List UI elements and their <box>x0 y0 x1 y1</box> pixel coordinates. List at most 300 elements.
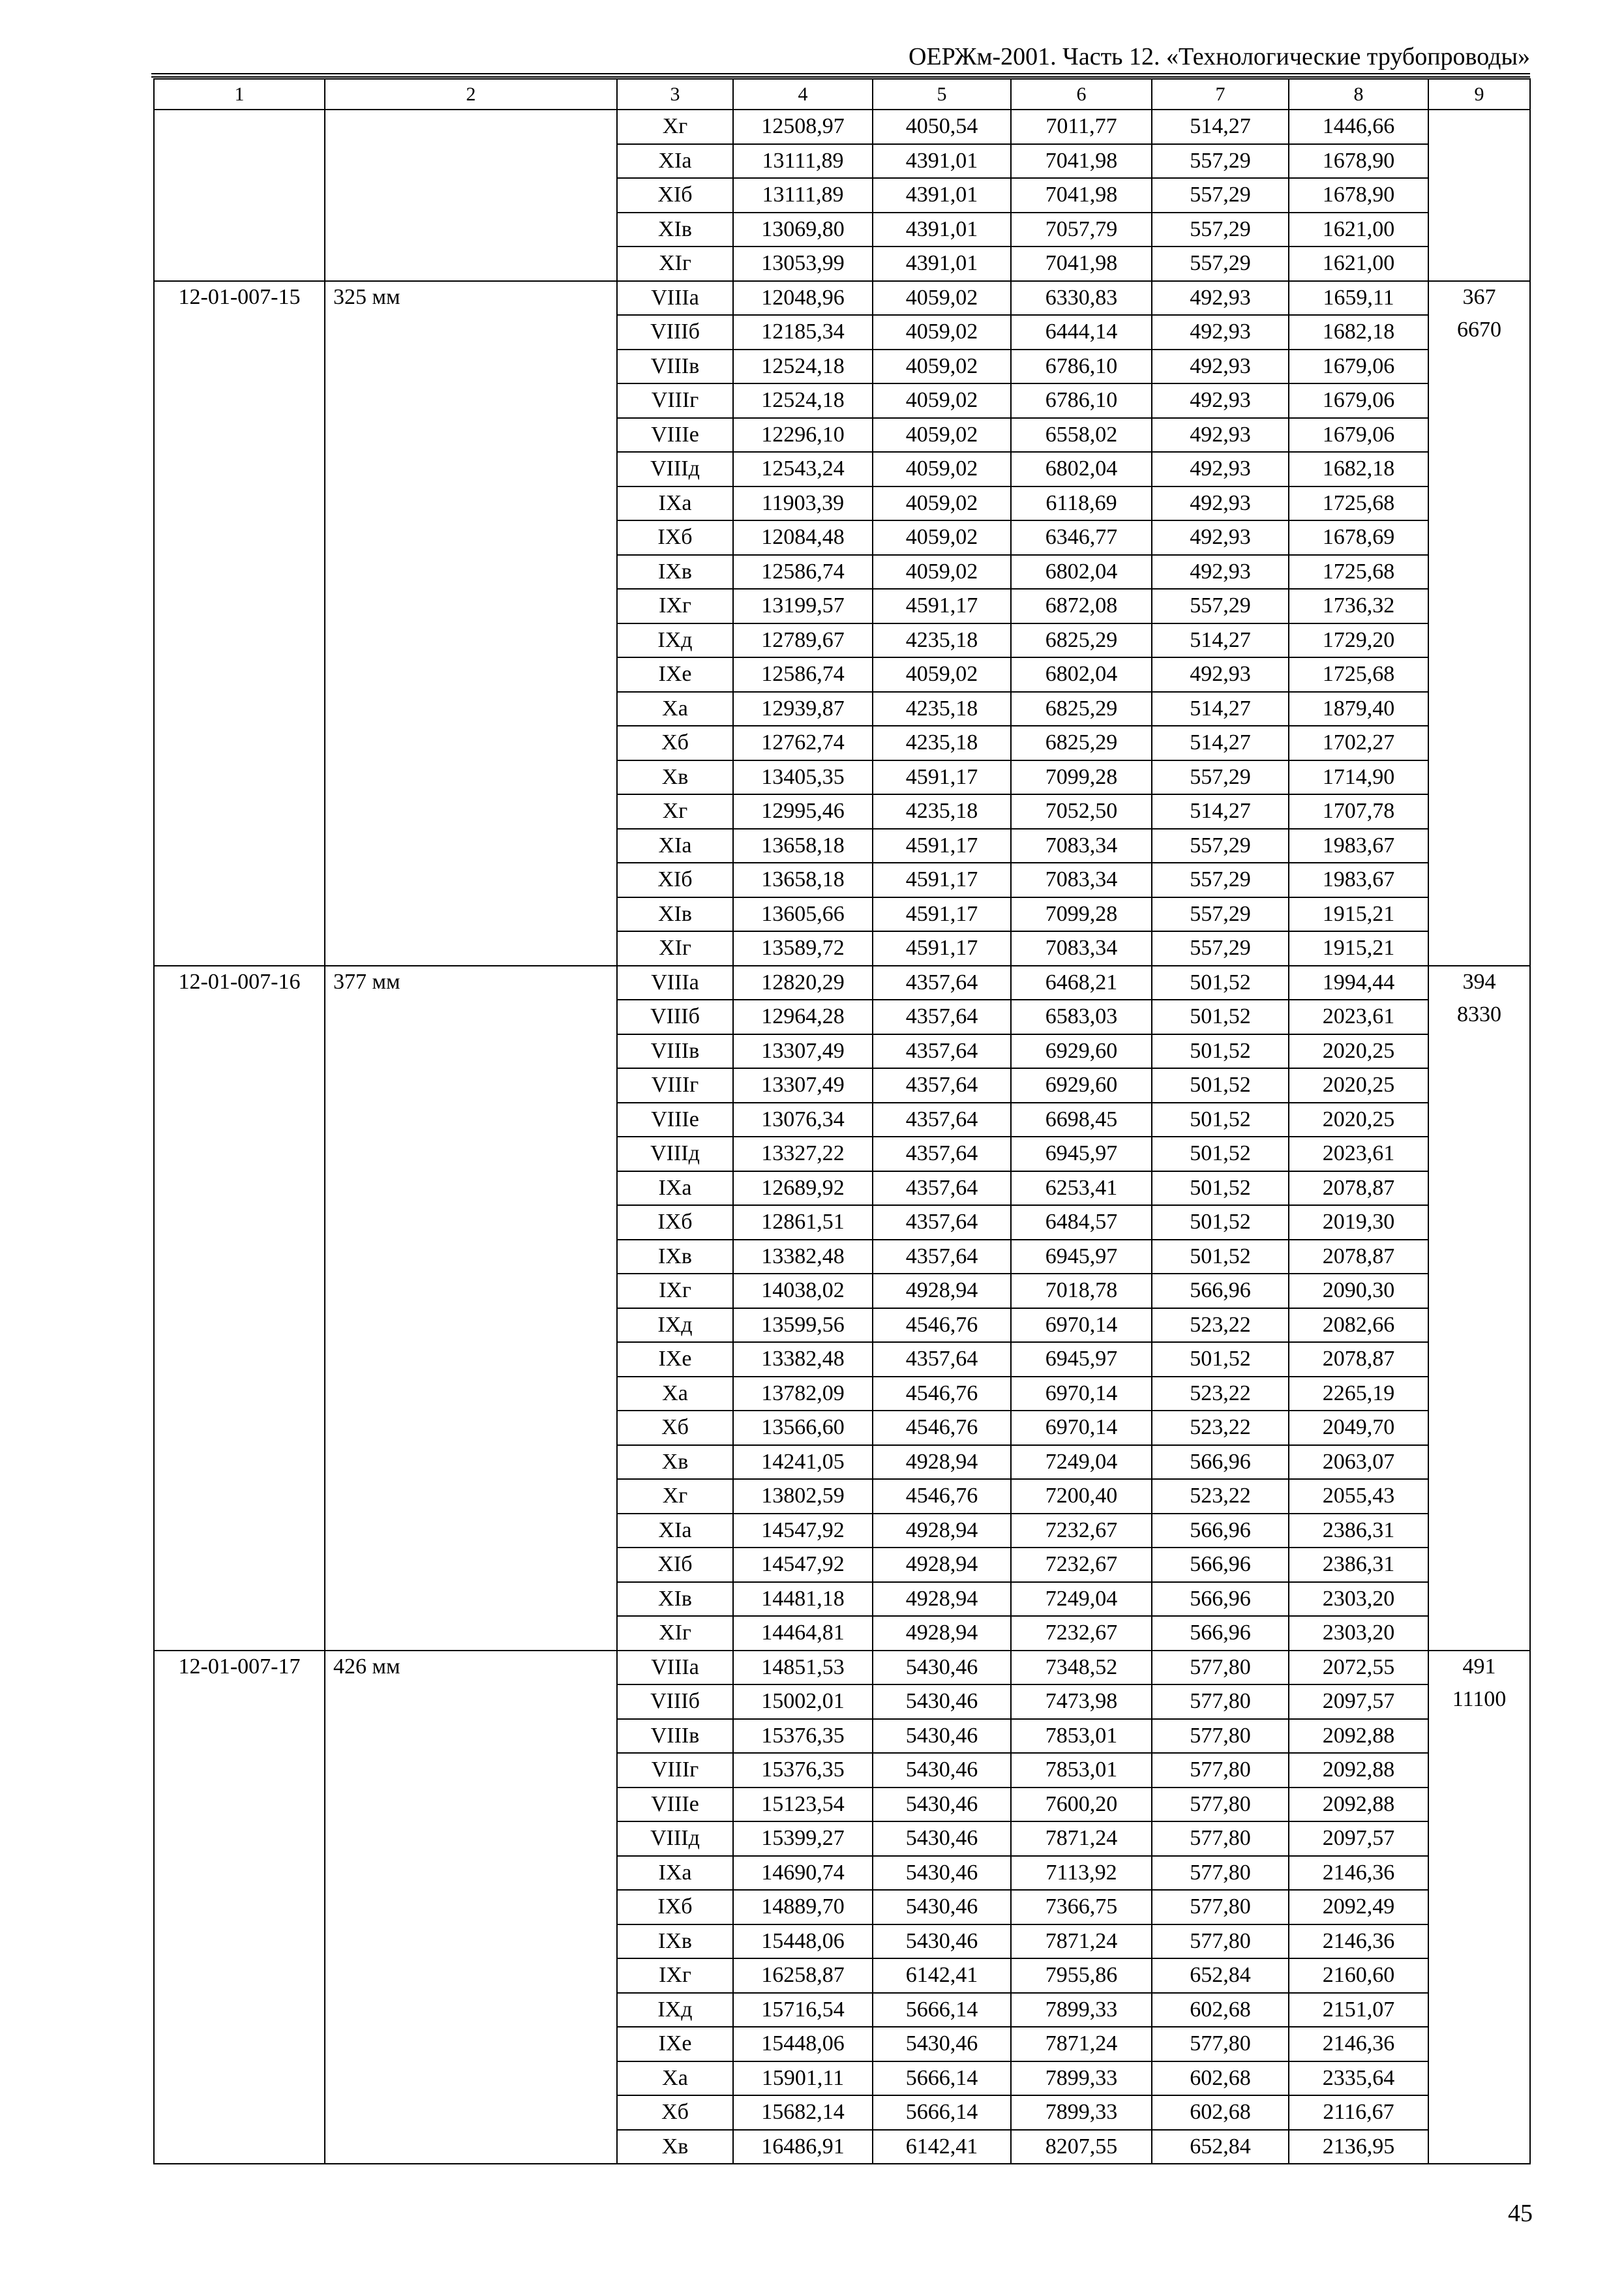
cell-value: 4591,17 <box>873 863 1011 897</box>
cell-value: 492,93 <box>1152 383 1289 418</box>
cell-value: 6970,14 <box>1011 1411 1152 1445</box>
row-category: VIIIб <box>617 315 733 350</box>
rates-table <box>153 78 1531 2164</box>
cell-value: 6118,69 <box>1011 486 1152 521</box>
column-number: 9 <box>1428 79 1530 110</box>
cell-value: 2097,57 <box>1289 1821 1428 1856</box>
cell-value: 566,96 <box>1152 1514 1289 1548</box>
cell-value: 7249,04 <box>1011 1445 1152 1480</box>
cell-value: 4050,54 <box>873 110 1011 144</box>
cell-value: 557,29 <box>1152 931 1289 966</box>
column-number: 4 <box>733 79 873 110</box>
page-header: ОЕРЖм-2001. Часть 12. «Технологические трубопроводы» <box>908 43 1530 70</box>
cell-value: 4546,76 <box>873 1411 1011 1445</box>
cell-value: 4059,02 <box>873 315 1011 350</box>
cell-value: 2146,36 <box>1289 1856 1428 1891</box>
cell-value: 7899,33 <box>1011 2061 1152 2096</box>
cell-value: 492,93 <box>1152 315 1289 350</box>
cell-value: 2386,31 <box>1289 1514 1428 1548</box>
cell-value: 514,27 <box>1152 726 1289 760</box>
column-number: 2 <box>325 79 617 110</box>
cell-value: 577,80 <box>1152 1719 1289 1754</box>
cell-value: 12939,87 <box>733 692 873 726</box>
cell-value: 14038,02 <box>733 1274 873 1308</box>
cell-value: 2092,88 <box>1289 1719 1428 1754</box>
table-row <box>154 281 1530 316</box>
cell-value: 6970,14 <box>1011 1377 1152 1411</box>
cell-value: 557,29 <box>1152 178 1289 213</box>
cell-value: 14851,53 <box>733 1651 873 1685</box>
cell-value: 6468,21 <box>1011 966 1152 1000</box>
row-category: IXд <box>617 623 733 658</box>
cell-value: 15448,06 <box>733 2027 873 2061</box>
cell-value: 15376,35 <box>733 1719 873 1754</box>
cell-value: 6945,97 <box>1011 1342 1152 1377</box>
cell-value: 4059,02 <box>873 418 1011 453</box>
cell-value: 2092,49 <box>1289 1890 1428 1924</box>
cell-value: 492,93 <box>1152 486 1289 521</box>
cell-value: 1994,44 <box>1289 966 1428 1000</box>
cell-value: 566,96 <box>1152 1274 1289 1308</box>
cell-value: 6825,29 <box>1011 692 1152 726</box>
cell-value: 7011,77 <box>1011 110 1152 144</box>
cell-value: 13076,34 <box>733 1103 873 1137</box>
row-category: VIIIб <box>617 1684 733 1719</box>
cell-value: 2063,07 <box>1289 1445 1428 1480</box>
cell-value: 14241,05 <box>733 1445 873 1480</box>
rate-code: 12-01-007-17 <box>154 1651 325 2164</box>
cell-value: 16486,91 <box>733 2130 873 2164</box>
row-category: XIa <box>617 1514 733 1548</box>
row-category: IXд <box>617 1993 733 2027</box>
cell-value: 6825,29 <box>1011 623 1152 658</box>
cell-value: 15123,54 <box>733 1788 873 1822</box>
cell-value: 2151,07 <box>1289 1993 1428 2027</box>
cell-value: 4235,18 <box>873 726 1011 760</box>
cell-value: 501,52 <box>1152 1103 1289 1137</box>
table-body <box>154 79 1530 2164</box>
cell-value: 652,84 <box>1152 1958 1289 1993</box>
cell-value: 577,80 <box>1152 2027 1289 2061</box>
cell-value: 523,22 <box>1152 1377 1289 1411</box>
cell-value: 523,22 <box>1152 1308 1289 1343</box>
cell-value: 514,27 <box>1152 794 1289 829</box>
row-category: XIв <box>617 1582 733 1617</box>
cell-value: 501,52 <box>1152 1205 1289 1240</box>
cell-value: 5430,46 <box>873 1890 1011 1924</box>
row-category: VIIIг <box>617 383 733 418</box>
cell-value: 6802,04 <box>1011 452 1152 486</box>
cell-value: 4357,64 <box>873 1240 1011 1274</box>
cell-value: 7955,86 <box>1011 1958 1152 1993</box>
cell-value: 1983,67 <box>1289 829 1428 863</box>
cell-value: 6253,41 <box>1011 1171 1152 1206</box>
cell-value: 15399,27 <box>733 1821 873 1856</box>
cell-value: 4059,02 <box>873 383 1011 418</box>
cell-value: 4546,76 <box>873 1377 1011 1411</box>
cell-value: 2072,55 <box>1289 1651 1428 1685</box>
cell-value: 7083,34 <box>1011 931 1152 966</box>
row-category: IXд <box>617 1308 733 1343</box>
cell-value: 6825,29 <box>1011 726 1152 760</box>
cell-value: 7871,24 <box>1011 1924 1152 1959</box>
column-9-values <box>1428 1651 1530 2164</box>
cell-value: 13307,49 <box>733 1068 873 1103</box>
cell-value: 501,52 <box>1152 966 1289 1000</box>
cell-value: 6444,14 <box>1011 315 1152 350</box>
cell-value: 7871,24 <box>1011 2027 1152 2061</box>
cell-value: 1879,40 <box>1289 692 1428 726</box>
row-category: XIб <box>617 178 733 213</box>
cell-value: 4357,64 <box>873 1342 1011 1377</box>
cell-value: 7232,67 <box>1011 1616 1152 1651</box>
cell-value: 4059,02 <box>873 350 1011 384</box>
cell-value: 6872,08 <box>1011 589 1152 623</box>
cell-value: 577,80 <box>1152 1856 1289 1891</box>
cell-value: 2078,87 <box>1289 1171 1428 1206</box>
row-category: XIв <box>617 213 733 247</box>
pipe-diameter: 426 мм <box>325 1651 617 2164</box>
cell-value: 501,52 <box>1152 1068 1289 1103</box>
cell-value: 5430,46 <box>873 1719 1011 1754</box>
row-category: VIIIe <box>617 1103 733 1137</box>
header-rule <box>151 73 1530 74</box>
cell-value: 12543,24 <box>733 452 873 486</box>
cell-value: 1915,21 <box>1289 931 1428 966</box>
row-category: IXб <box>617 520 733 555</box>
cell-value: 501,52 <box>1152 1137 1289 1171</box>
cell-value: 8207,55 <box>1011 2130 1152 2164</box>
column-9-value: 491 <box>1462 1654 1496 1679</box>
cell-value: 15901,11 <box>733 2061 873 2096</box>
cell-value: 1678,90 <box>1289 144 1428 179</box>
cell-value: 557,29 <box>1152 247 1289 281</box>
row-category: VIIIв <box>617 1034 733 1069</box>
column-9-value: 367 <box>1462 284 1496 309</box>
cell-value: 501,52 <box>1152 1034 1289 1069</box>
cell-value: 12508,97 <box>733 110 873 144</box>
row-category: Xв <box>617 2130 733 2164</box>
cell-value: 523,22 <box>1152 1411 1289 1445</box>
cell-value: 7018,78 <box>1011 1274 1152 1308</box>
row-category: Xб <box>617 1411 733 1445</box>
cell-value: 7099,28 <box>1011 897 1152 932</box>
row-category: VIIIг <box>617 1753 733 1788</box>
cell-value: 492,93 <box>1152 657 1289 692</box>
cell-value: 492,93 <box>1152 520 1289 555</box>
column-number: 8 <box>1289 79 1428 110</box>
table-row <box>154 1651 1530 1685</box>
cell-value: 12762,74 <box>733 726 873 760</box>
cell-value: 7853,01 <box>1011 1719 1152 1754</box>
cell-value: 6330,83 <box>1011 281 1152 316</box>
cell-value: 2303,20 <box>1289 1616 1428 1651</box>
row-category: VIIIд <box>617 452 733 486</box>
cell-value: 1678,69 <box>1289 520 1428 555</box>
row-category: VIIIa <box>617 1651 733 1685</box>
cell-value: 14547,92 <box>733 1548 873 1582</box>
table-row <box>154 966 1530 1000</box>
cell-value: 5430,46 <box>873 1856 1011 1891</box>
row-category: VIIIa <box>617 281 733 316</box>
cell-value: 5666,14 <box>873 2061 1011 2096</box>
cell-value: 2020,25 <box>1289 1068 1428 1103</box>
cell-value: 501,52 <box>1152 1171 1289 1206</box>
cell-value: 602,68 <box>1152 2095 1289 2130</box>
row-category: XIa <box>617 829 733 863</box>
column-9-value: 394 <box>1462 969 1496 994</box>
cell-value: 12964,28 <box>733 1000 873 1034</box>
cell-value: 577,80 <box>1152 1651 1289 1685</box>
cell-value: 2023,61 <box>1289 1000 1428 1034</box>
cell-value: 1714,90 <box>1289 760 1428 795</box>
cell-value: 2092,88 <box>1289 1753 1428 1788</box>
cell-value: 7099,28 <box>1011 760 1152 795</box>
row-category: XIг <box>617 1616 733 1651</box>
row-category: Xг <box>617 1479 733 1514</box>
cell-value: 6945,97 <box>1011 1137 1152 1171</box>
column-number: 6 <box>1011 79 1152 110</box>
cell-value: 12586,74 <box>733 657 873 692</box>
row-category: IXв <box>617 1240 733 1274</box>
cell-value: 652,84 <box>1152 2130 1289 2164</box>
row-category: Xг <box>617 110 733 144</box>
cell-value: 2049,70 <box>1289 1411 1428 1445</box>
row-category: VIIIд <box>617 1821 733 1856</box>
cell-value: 6346,77 <box>1011 520 1152 555</box>
cell-value: 4928,94 <box>873 1616 1011 1651</box>
cell-value: 1702,27 <box>1289 726 1428 760</box>
cell-value: 4357,64 <box>873 1171 1011 1206</box>
cell-value: 566,96 <box>1152 1616 1289 1651</box>
row-category: XIб <box>617 863 733 897</box>
cell-value: 5666,14 <box>873 1993 1011 2027</box>
cell-value: 6945,97 <box>1011 1240 1152 1274</box>
cell-value: 2078,87 <box>1289 1240 1428 1274</box>
cell-value: 4357,64 <box>873 1137 1011 1171</box>
pipe-diameter: 377 мм <box>325 966 617 1651</box>
cell-value: 1983,67 <box>1289 863 1428 897</box>
cell-value: 14464,81 <box>733 1616 873 1651</box>
row-category: Xб <box>617 2095 733 2130</box>
row-category: Xa <box>617 692 733 726</box>
cell-value: 7232,67 <box>1011 1548 1152 1582</box>
table-row <box>154 110 1530 144</box>
row-category: IXг <box>617 1274 733 1308</box>
cell-value: 4357,64 <box>873 1000 1011 1034</box>
cell-value: 514,27 <box>1152 692 1289 726</box>
cell-value: 2020,25 <box>1289 1103 1428 1137</box>
cell-value: 4391,01 <box>873 247 1011 281</box>
cell-value: 1678,90 <box>1289 178 1428 213</box>
row-category: IXб <box>617 1890 733 1924</box>
row-category: Xг <box>617 794 733 829</box>
page-number: 45 <box>1508 2200 1533 2227</box>
cell-value: 12820,29 <box>733 966 873 1000</box>
row-category: Xa <box>617 1377 733 1411</box>
cell-value: 1725,68 <box>1289 486 1428 521</box>
cell-value: 4235,18 <box>873 623 1011 658</box>
cell-value: 16258,87 <box>733 1958 873 1993</box>
cell-value: 6802,04 <box>1011 555 1152 590</box>
cell-value: 4059,02 <box>873 520 1011 555</box>
cell-value: 4928,94 <box>873 1514 1011 1548</box>
cell-value: 7348,52 <box>1011 1651 1152 1685</box>
cell-value: 4357,64 <box>873 1034 1011 1069</box>
cell-value: 4391,01 <box>873 178 1011 213</box>
cell-value: 13589,72 <box>733 931 873 966</box>
cell-value: 4546,76 <box>873 1308 1011 1343</box>
column-9-values <box>1428 966 1530 1651</box>
cell-value: 557,29 <box>1152 829 1289 863</box>
cell-value: 566,96 <box>1152 1548 1289 1582</box>
cell-value: 6929,60 <box>1011 1068 1152 1103</box>
row-category: VIIIв <box>617 350 733 384</box>
cell-value: 557,29 <box>1152 144 1289 179</box>
cell-value: 1915,21 <box>1289 897 1428 932</box>
cell-value: 4928,94 <box>873 1582 1011 1617</box>
cell-value: 4357,64 <box>873 1205 1011 1240</box>
cell-value: 14889,70 <box>733 1890 873 1924</box>
cell-value: 6484,57 <box>1011 1205 1152 1240</box>
cell-value: 6786,10 <box>1011 383 1152 418</box>
row-category: VIIIб <box>617 1000 733 1034</box>
cell-value: 1725,68 <box>1289 657 1428 692</box>
cell-value: 7041,98 <box>1011 144 1152 179</box>
row-category: IXг <box>617 589 733 623</box>
cell-value: 5430,46 <box>873 1651 1011 1685</box>
cell-value: 602,68 <box>1152 1993 1289 2027</box>
cell-value: 1682,18 <box>1289 315 1428 350</box>
cell-value: 2265,19 <box>1289 1377 1428 1411</box>
cell-value: 2386,31 <box>1289 1548 1428 1582</box>
row-category: XIв <box>617 897 733 932</box>
row-category: Xa <box>617 2061 733 2096</box>
cell-value: 6583,03 <box>1011 1000 1152 1034</box>
row-category: IXe <box>617 2027 733 2061</box>
cell-value: 1446,66 <box>1289 110 1428 144</box>
row-category: IXa <box>617 486 733 521</box>
cell-value: 4059,02 <box>873 657 1011 692</box>
cell-value: 15716,54 <box>733 1993 873 2027</box>
cell-value: 7899,33 <box>1011 1993 1152 2027</box>
cell-value: 5430,46 <box>873 1821 1011 1856</box>
cell-value: 13199,57 <box>733 589 873 623</box>
row-category: VIIIд <box>617 1137 733 1171</box>
cell-value: 501,52 <box>1152 1000 1289 1034</box>
cell-value: 2335,64 <box>1289 2061 1428 2096</box>
cell-value: 523,22 <box>1152 1479 1289 1514</box>
pipe-diameter <box>325 110 617 281</box>
cell-value: 6698,45 <box>1011 1103 1152 1137</box>
cell-value: 5430,46 <box>873 1788 1011 1822</box>
cell-value: 492,93 <box>1152 452 1289 486</box>
cell-value: 557,29 <box>1152 897 1289 932</box>
cell-value: 6802,04 <box>1011 657 1152 692</box>
cell-value: 514,27 <box>1152 623 1289 658</box>
row-category: IXв <box>617 1924 733 1959</box>
row-category: IXг <box>617 1958 733 1993</box>
column-9-values <box>1428 110 1530 281</box>
cell-value: 13111,89 <box>733 144 873 179</box>
cell-value: 577,80 <box>1152 1788 1289 1822</box>
cell-value: 1725,68 <box>1289 555 1428 590</box>
cell-value: 4235,18 <box>873 794 1011 829</box>
cell-value: 13599,56 <box>733 1308 873 1343</box>
cell-value: 4546,76 <box>873 1479 1011 1514</box>
cell-value: 4591,17 <box>873 897 1011 932</box>
cell-value: 5666,14 <box>873 2095 1011 2130</box>
row-category: IXe <box>617 657 733 692</box>
cell-value: 12296,10 <box>733 418 873 453</box>
rate-code: 12-01-007-15 <box>154 281 325 966</box>
cell-value: 566,96 <box>1152 1582 1289 1617</box>
cell-value: 13658,18 <box>733 863 873 897</box>
cell-value: 557,29 <box>1152 760 1289 795</box>
row-category: VIIIe <box>617 1788 733 1822</box>
cell-value: 2116,67 <box>1289 2095 1428 2130</box>
column-9-values <box>1428 281 1530 966</box>
cell-value: 577,80 <box>1152 1753 1289 1788</box>
cell-value: 1707,78 <box>1289 794 1428 829</box>
cell-value: 2090,30 <box>1289 1274 1428 1308</box>
cell-value: 4591,17 <box>873 760 1011 795</box>
row-category: Xв <box>617 1445 733 1480</box>
cell-value: 4357,64 <box>873 966 1011 1000</box>
cell-value: 1736,32 <box>1289 589 1428 623</box>
cell-value: 7113,92 <box>1011 1856 1152 1891</box>
cell-value: 557,29 <box>1152 213 1289 247</box>
cell-value: 577,80 <box>1152 1890 1289 1924</box>
row-category: XIг <box>617 247 733 281</box>
pipe-diameter: 325 мм <box>325 281 617 966</box>
column-9-value: 11100 <box>1452 1687 1507 1711</box>
cell-value: 501,52 <box>1152 1342 1289 1377</box>
row-category: IXa <box>617 1856 733 1891</box>
cell-value: 4591,17 <box>873 829 1011 863</box>
cell-value: 2146,36 <box>1289 1924 1428 1959</box>
cell-value: 15448,06 <box>733 1924 873 1959</box>
cell-value: 1682,18 <box>1289 452 1428 486</box>
cell-value: 14690,74 <box>733 1856 873 1891</box>
cell-value: 13053,99 <box>733 247 873 281</box>
cell-value: 15682,14 <box>733 2095 873 2130</box>
column-number: 5 <box>873 79 1011 110</box>
row-category: VIIIa <box>617 966 733 1000</box>
row-category: XIб <box>617 1548 733 1582</box>
cell-value: 4928,94 <box>873 1548 1011 1582</box>
cell-value: 14547,92 <box>733 1514 873 1548</box>
cell-value: 13069,80 <box>733 213 873 247</box>
cell-value: 13307,49 <box>733 1034 873 1069</box>
cell-value: 6558,02 <box>1011 418 1152 453</box>
cell-value: 7041,98 <box>1011 178 1152 213</box>
header-rule-double <box>151 76 1530 78</box>
cell-value: 2303,20 <box>1289 1582 1428 1617</box>
cell-value: 13802,59 <box>733 1479 873 1514</box>
cell-value: 557,29 <box>1152 863 1289 897</box>
cell-value: 7200,40 <box>1011 1479 1152 1514</box>
cell-value: 4928,94 <box>873 1274 1011 1308</box>
cell-value: 4059,02 <box>873 281 1011 316</box>
cell-value: 4591,17 <box>873 589 1011 623</box>
cell-value: 12789,67 <box>733 623 873 658</box>
cell-value: 12524,18 <box>733 350 873 384</box>
cell-value: 12586,74 <box>733 555 873 590</box>
cell-value: 7232,67 <box>1011 1514 1152 1548</box>
column-9-value: 6670 <box>1457 318 1501 342</box>
cell-value: 492,93 <box>1152 281 1289 316</box>
